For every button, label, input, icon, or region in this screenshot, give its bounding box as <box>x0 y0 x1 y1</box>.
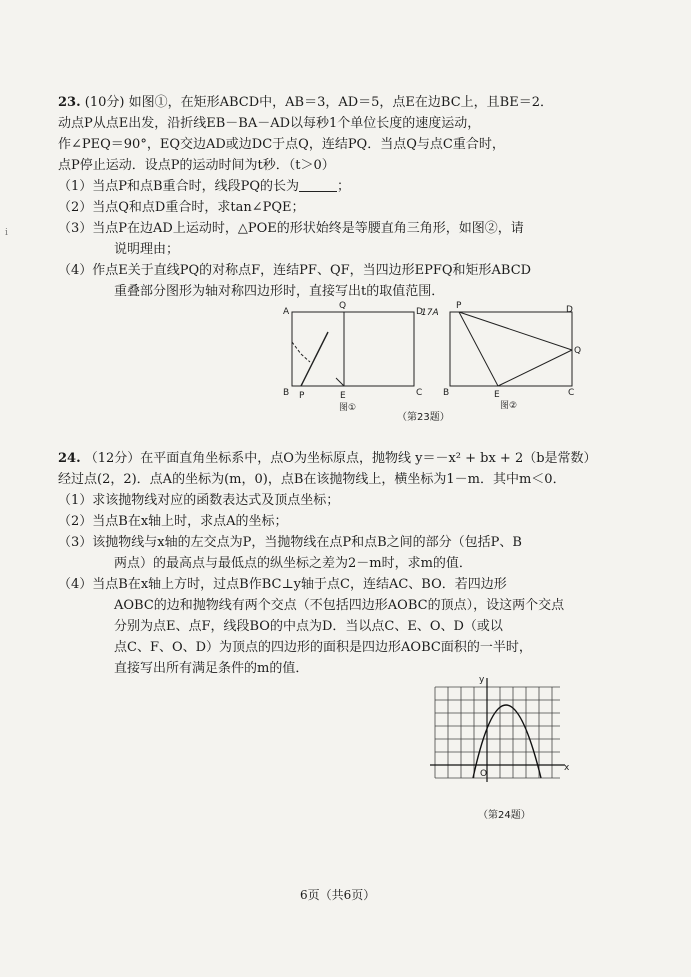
q24-part-1: （1）求该抛物线对应的函数表达式及顶点坐标； <box>58 493 340 508</box>
q23-line-2: 动点P从点E出发，沿折线EB－BA－AD以每秒1个单位长度的速度运动， <box>58 116 481 131</box>
q23-line-4: 点P停止运动．设点P的运动时间为t秒．（t＞0） <box>58 158 335 173</box>
q24-figure <box>425 672 575 802</box>
q24-part-3b: 两点）的最高点与最低点的纵坐标之差为2－m时，求m的值． <box>114 556 472 571</box>
q24-part-4a: （4）当点B在x轴上方时，过点B作BC⊥y轴于点C，连结AC、BO．若四边形 <box>58 577 507 592</box>
label-P: P <box>299 391 305 401</box>
q23-figure-2 <box>442 298 592 416</box>
margin-mark: i <box>5 228 8 238</box>
q23-line-3: 作∠PEQ＝90°，EQ交边AD或边DC于点Q，连结PQ．当点Q与点C重合时， <box>58 137 505 152</box>
origin-label: O <box>480 769 488 779</box>
answer-blank <box>299 178 337 192</box>
q24-caption: （第24题） <box>478 810 531 821</box>
label-C: C <box>416 388 423 398</box>
label-A: A <box>283 307 290 317</box>
label-Q: Q <box>574 346 582 356</box>
label-B: B <box>443 388 450 398</box>
label-Q: Q <box>339 301 347 311</box>
label-D: D <box>566 305 573 315</box>
q24-line-2: 经过点(2，2)．点A的坐标为(m，0)，点B在该抛物线上，横坐标为1－m．其中m＜0． <box>58 472 566 487</box>
question-24 <box>58 448 618 679</box>
label-D: D <box>416 307 423 317</box>
q24-part-4c: 分别为点E、点F，线段BO的中点为D．当以点C、E、O、D（或以 <box>114 619 503 634</box>
q23-number: 23. <box>58 95 81 110</box>
fig1-caption: 图① <box>339 403 357 413</box>
label-B: B <box>283 388 290 398</box>
q23-figure-1 <box>280 298 430 416</box>
q24-part-4d: 点C、F、O、D）为顶点的四边形的面积是四边形AOBC面积的一半时， <box>114 640 532 655</box>
q23-part-3b: 说明理由； <box>114 242 180 257</box>
axis-y-label: y <box>479 675 485 685</box>
q24-part-4b: AOBC的边和抛物线有两个交点（不包括四边形AOBC的顶点），设这两个交点 <box>114 598 565 613</box>
stray-label: 17A <box>421 308 439 318</box>
q23-part-3a: （3）当点P在边AD上运动时，△POE的形状始终是等腰直角三角形，如图②，请 <box>58 221 524 236</box>
question-23 <box>58 92 618 302</box>
label-E: E <box>494 390 500 400</box>
q23-line-1: 23. (10分) 如图①，在矩形ABCD中，AB＝3，AD＝5，点E在边BC上，且BE＝2． <box>58 95 553 110</box>
q24-line-1: 24. （12分）在平面直角坐标系中，点O为坐标原点，抛物线 y＝－x² + bx + 2（b是常数） <box>58 451 597 466</box>
q24-part-4e: 直接写出所有满足条件的m的值． <box>114 661 309 676</box>
fig2-caption: 图② <box>500 401 518 411</box>
label-E: E <box>340 391 346 401</box>
axis-x-label: x <box>564 763 570 773</box>
q23-part-4b: 重叠部分图形为轴对称四边形时，直接写出t的取值范围． <box>114 284 445 299</box>
label-C: C <box>568 388 575 398</box>
q24-part-2: （2）当点B在x轴上时，求点A的坐标； <box>58 514 288 529</box>
q23-part-4a: （4）作点E关于直线PQ的对称点F，连结PF、QF，当四边形EPFQ和矩形ABCD <box>58 263 532 278</box>
q23-part-2: （2）当点Q和点D重合时，求tan∠PQE； <box>58 200 305 215</box>
q24-number: 24. <box>58 451 81 466</box>
q23-part-1: （1）当点P和点B重合时，线段PQ的长为 ； <box>58 179 350 194</box>
q24-part-3a: （3）该抛物线与x轴的左交点为P，当抛物线在点P和点B之间的部分（包括P、B <box>58 535 522 550</box>
q23-caption: （第23题） <box>397 412 450 423</box>
label-P: P <box>456 301 462 311</box>
page-footer: 6页（共6页） <box>300 888 376 902</box>
